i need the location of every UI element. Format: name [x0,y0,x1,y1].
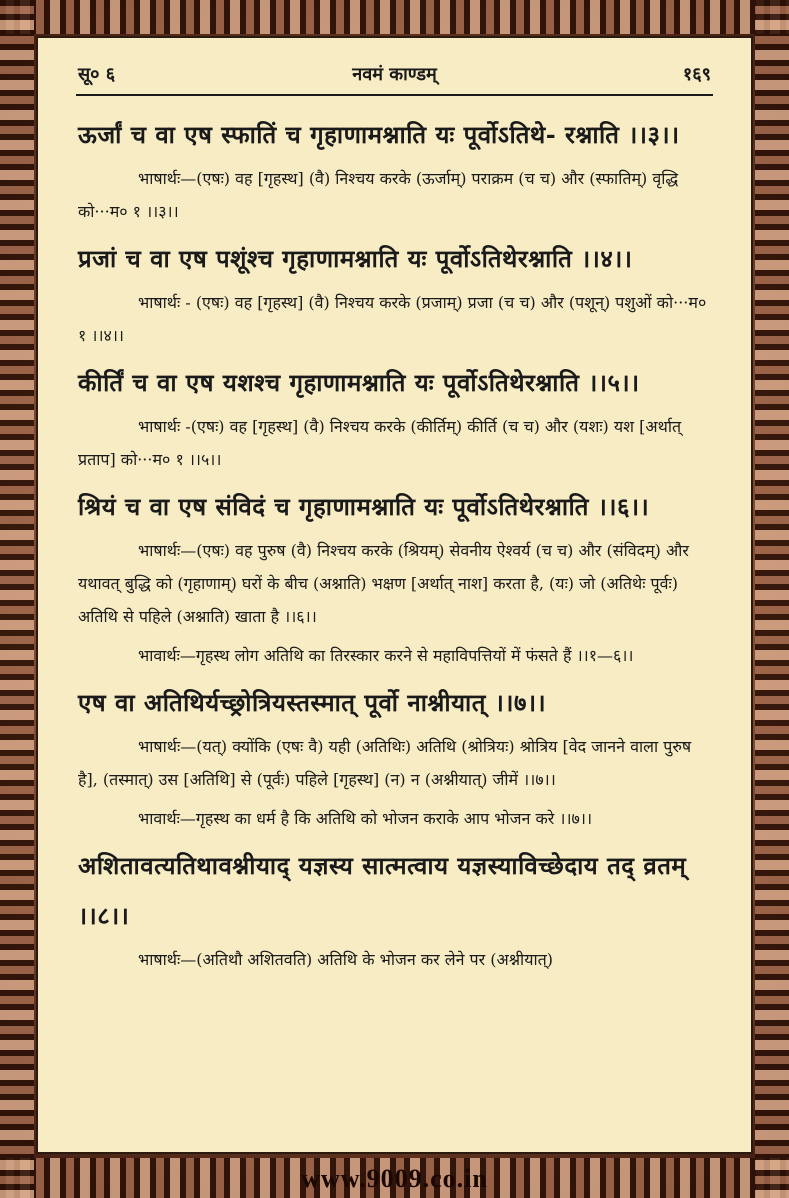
scroll-border-left [0,0,34,1198]
page-header [78,62,711,92]
kanda-title: नवमं काण्डम् [352,64,437,85]
mantra-verse: प्रजां च वा एष पशूंश्च गृहाणामश्नाति यः पूर्वोऽतिथेरश्नाति ।।४।। [78,244,633,273]
site-watermark[interactable]: www.9009.co.in [301,1164,488,1193]
mantra-verse: एष वा अतिथिर्यच्छ्रोत्रियस्तस्मात् पूर्वो नाश्नीयात् ।।७।। [78,688,547,717]
scripture-page [36,36,753,1154]
mantra-verse: अशितावत्यतिथावश्नीयाद् यज्ञस्य सात्मत्वाय यज्ञस्याविच्छेदाय तद् व्रतम् ।।८।। [78,851,687,930]
bhashartha-paragraph: भावार्थः—गृहस्थ का धर्म है कि अतिथि को भोजन कराके आप भोजन करे ।।७।। [138,809,593,828]
scroll-border-top [0,0,789,34]
header-rule [76,94,713,96]
bhashartha-paragraph: भाषार्थः -(एषः) वह [गृहस्थ] (वै) निश्चय करके (कीर्तिम्) कीर्ति (च च) और (यशः) यश [अर्थात् प्रताप] को···म० १ ।।५।। [78,417,682,469]
bhashartha-paragraph: भाषार्थः—(यत्) क्योंकि (एषः वै) यही (अतिथिः) अतिथि (श्रोत्रियः) श्रोत्रिय [वेद जानने वाला पुरुष है], (तस्मात्) उस [अतिथि] से (पूर्वः) पहिले [गृहस्थ] (न) न (अश्नीयात्) जीमें ।।७।। [78,737,692,789]
bhashartha-paragraph: भाषार्थः—(अतिथौ अशितवति) अतिथि के भोजन कर लेने पर (अश्नीयात्) [138,950,553,969]
bhashartha-paragraph: भावार्थः—गृहस्थ लोग अतिथि का तिरस्कार करने से महाविपत्तियों में फंसते हैं ।।१—६।। [138,646,634,665]
bhashartha-paragraph: भाषार्थः—(एषः) वह पुरुष (वै) निश्चय करके (श्रियम्) सेवनीय ऐश्वर्य (च च) और (संविदम्) और यथावत् बुद्धि को (गृहाणाम्) घरों के बीच (अश्नाति) भक्षण [अर्थात् नाश] करता है, (यः) जो (अतिथेः पूर्वः) अतिथि से पहिले (अश्नाति) खाता है ।।६।। [78,541,689,626]
page-body [78,110,711,982]
sukta-number: सू० ६ [78,64,116,85]
page-number: १६९ [682,64,711,85]
bhashartha-paragraph: भाषार्थः - (एषः) वह [गृहस्थ] (वै) निश्चय करके (प्रजाम्) प्रजा (च च) और (पशून्) पशुओं को···म० १ ।।४।। [78,293,707,345]
bhashartha-paragraph: भाषार्थः—(एषः) वह [गृहस्थ] (वै) निश्चय करके (ऊर्जाम्) पराक्रम (च च) और (स्फातिम्) वृद्धि को···म० १ ।।३।। [78,169,679,221]
mantra-verse: श्रियं च वा एष संविदं च गृहाणामश्नाति यः पूर्वोऽतिथेरश्नाति ।।६।। [78,492,650,521]
mantra-verse: कीर्तिं च वा एष यशश्च गृहाणामश्नाति यः पूर्वोऽतिथेरश्नाति ।।५।। [78,368,640,397]
scroll-border-right [755,0,789,1198]
mantra-verse: ऊर्जां च वा एष स्फातिं च गृहाणामश्नाति यः पूर्वोऽतिथे- रश्नाति ।।३।। [78,120,680,149]
